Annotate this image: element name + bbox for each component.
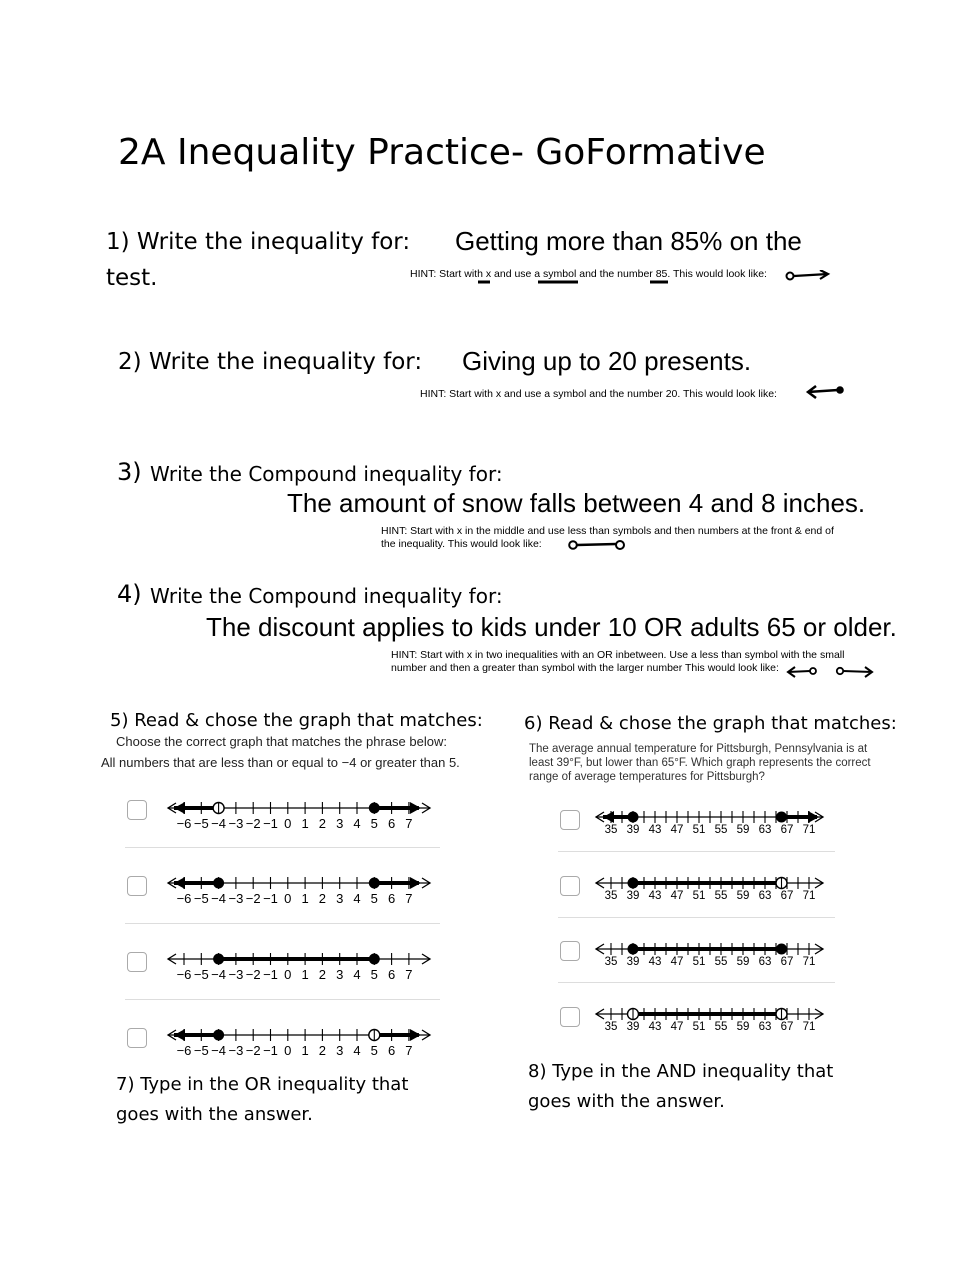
q3-example-open-segment-icon (562, 535, 632, 555)
divider (125, 923, 440, 924)
tick-label: 39 (626, 956, 640, 968)
tick-label: −6 (176, 967, 192, 982)
tick-label: 43 (648, 890, 662, 902)
tick-label: 2 (318, 967, 327, 982)
closed-dot (369, 803, 380, 814)
tick-label: 55 (714, 956, 728, 968)
tick-label: 6 (387, 816, 396, 831)
q1-label: 1) Write the inequality for: (106, 229, 411, 255)
tick-label: −3 (228, 1043, 244, 1058)
tick-label: 7 (405, 1043, 413, 1058)
q8-line1: 8) Type in the AND inequality that (528, 1061, 834, 1082)
tick-label: 55 (714, 890, 728, 902)
q1-hint-underlines (470, 270, 840, 290)
tick-label: 4 (353, 891, 361, 906)
tick-label: −2 (245, 816, 261, 831)
tick-label: 2 (318, 816, 327, 831)
tick-label: 6 (387, 1043, 396, 1058)
tick-label: −5 (193, 891, 209, 906)
tick-label: −3 (228, 816, 244, 831)
tick-label: 71 (802, 890, 816, 902)
tick-label: −5 (193, 1043, 209, 1058)
q7-line1: 7) Type in the OR inequality that (116, 1074, 409, 1095)
q6-option-d-graph (592, 1003, 827, 1037)
tick-label: 5 (370, 891, 378, 906)
tick-label: 43 (648, 1021, 662, 1033)
tick-label: 0 (284, 816, 292, 831)
closed-dot (213, 1030, 224, 1041)
tick-label: −1 (263, 967, 278, 982)
tick-label: 4 (353, 1043, 361, 1058)
tick-label: 55 (714, 1021, 728, 1033)
tick-label: 51 (692, 956, 706, 968)
tick-label: 35 (604, 824, 618, 836)
tick-label: 0 (284, 891, 292, 906)
tick-label: 47 (670, 890, 684, 902)
tick-label: 0 (284, 967, 292, 982)
tick-label: 47 (670, 824, 684, 836)
tick-label: 59 (736, 890, 750, 902)
tick-label: 63 (758, 824, 772, 836)
tick-label: 6 (387, 891, 396, 906)
tick-label: 59 (736, 824, 750, 836)
q3-number: 3) (117, 458, 142, 486)
page-title: 2A Inequality Practice- GoFormative (118, 132, 766, 173)
tick-label: 51 (692, 824, 706, 836)
tick-label: 51 (692, 890, 706, 902)
tick-label: 6 (387, 967, 396, 982)
tick-label: 39 (626, 1021, 640, 1033)
tick-label: 1 (301, 1043, 309, 1058)
tick-label: −6 (176, 816, 192, 831)
q5-instruction: Choose the correct graph that matches the phrase below: (116, 734, 447, 749)
tick-label: 3 (336, 1043, 344, 1058)
tick-label: 63 (758, 956, 772, 968)
q4-hint-line1: HINT: Start with x in two inequalities with an OR inbetween. Use a less than symbol with the small (391, 649, 845, 661)
tick-label: 59 (736, 956, 750, 968)
tick-label: 1 (301, 891, 309, 906)
tick-label: 3 (336, 891, 344, 906)
tick-label: 0 (284, 1043, 292, 1058)
solution-right-arrowhead-icon (410, 802, 421, 814)
closed-dot (213, 878, 224, 889)
q5-phrase: All numbers that are less than or equal to −4 or greater than 5. (101, 755, 460, 770)
q3-hint-line2: the inequality. This would look like: (381, 538, 542, 550)
tick-label: 71 (802, 956, 816, 968)
tick-label: 7 (405, 816, 413, 831)
closed-dot (776, 944, 787, 955)
tick-label: −4 (211, 891, 227, 906)
closed-dot (776, 812, 787, 823)
tick-label: 51 (692, 1021, 706, 1033)
tick-label: −4 (211, 1043, 227, 1058)
q5-label: 5) Read & chose the graph that matches: (110, 710, 483, 731)
tick-label: −2 (245, 891, 261, 906)
tick-label: 43 (648, 824, 662, 836)
tick-label: 3 (336, 967, 344, 982)
tick-label: 67 (780, 956, 794, 968)
divider (558, 917, 835, 918)
tick-label: −3 (228, 967, 244, 982)
solution-right-arrowhead-icon (410, 877, 421, 889)
divider (558, 851, 835, 852)
tick-label: 71 (802, 1021, 816, 1033)
q3-prompt: The amount of snow falls between 4 and 8 inches. (287, 488, 866, 518)
closed-dot (369, 954, 380, 965)
q6-option-c-checkbox[interactable] (560, 941, 580, 961)
q3-label: Write the Compound inequality for: (150, 462, 503, 486)
q5-option-a-graph (164, 796, 434, 836)
tick-label: 5 (370, 967, 378, 982)
tick-label: −4 (211, 967, 227, 982)
q6-option-a-checkbox[interactable] (560, 810, 580, 830)
q6-label: 6) Read & chose the graph that matches: (524, 713, 897, 734)
tick-label: 5 (370, 1043, 378, 1058)
q6-option-d-checkbox[interactable] (560, 1007, 580, 1027)
tick-label: −3 (228, 891, 244, 906)
q1-prompt: Getting more than 85% on the (455, 226, 802, 256)
q4-hint-line2: number and then a greater than symbol with the larger number This would look like: (391, 662, 779, 674)
tick-label: 7 (405, 891, 413, 906)
tick-label: 55 (714, 824, 728, 836)
tick-label: 5 (370, 816, 378, 831)
q6-question-line3: range of average temperatures for Pittsburgh? (529, 771, 765, 783)
q1-example-open-right-arrow-icon (787, 270, 829, 280)
q2-prompt: Giving up to 20 presents. (462, 346, 752, 376)
q5-option-a-checkbox[interactable] (127, 800, 147, 820)
closed-dot (628, 812, 639, 823)
tick-label: 1 (301, 967, 309, 982)
q4-label: Write the Compound inequality for: (150, 584, 503, 608)
tick-label: 3 (336, 816, 344, 831)
q5-option-c-checkbox[interactable] (127, 952, 147, 972)
q4-prompt: The discount applies to kids under 10 OR adults 65 or older. (206, 612, 897, 642)
tick-label: 35 (604, 1021, 618, 1033)
tick-label: 35 (604, 890, 618, 902)
tick-label: 2 (318, 1043, 327, 1058)
q2-example-closed-left-arrow-icon (800, 380, 850, 404)
tick-label: 2 (318, 891, 327, 906)
tick-label: 47 (670, 1021, 684, 1033)
solution-right-arrowhead-icon (410, 1029, 421, 1041)
q6-option-c-graph (592, 938, 827, 972)
q4-example-or-arrows-icon (782, 660, 882, 682)
tick-label: −6 (176, 891, 192, 906)
tick-label: 67 (780, 1021, 794, 1033)
q6-question-line2: least 39°F, but lower than 65°F. Which graph represents the correct (529, 757, 871, 769)
tick-label: 1 (301, 816, 309, 831)
q5-option-b-graph (164, 871, 434, 911)
divider (125, 847, 440, 848)
tick-label: 4 (353, 816, 361, 831)
tick-label: −4 (211, 816, 227, 831)
q5-option-b-checkbox[interactable] (127, 876, 147, 896)
tick-label: 63 (758, 890, 772, 902)
tick-label: 4 (353, 967, 361, 982)
tick-label: 67 (780, 890, 794, 902)
q8-line2: goes with the answer. (528, 1091, 725, 1112)
closed-dot (213, 954, 224, 965)
closed-dot (628, 944, 639, 955)
tick-label: 39 (626, 824, 640, 836)
tick-label: 67 (780, 824, 794, 836)
tick-label: −5 (193, 816, 209, 831)
tick-label: −1 (263, 1043, 278, 1058)
tick-label: 71 (802, 824, 816, 836)
tick-label: 39 (626, 890, 640, 902)
divider (125, 999, 440, 1000)
tick-label: −6 (176, 1043, 192, 1058)
q6-question-line1: The average annual temperature for Pittsburgh, Pennsylvania is at (529, 743, 868, 755)
q6-option-b-graph (592, 872, 827, 906)
tick-label: −2 (245, 1043, 261, 1058)
tick-label: 43 (648, 956, 662, 968)
q5-option-d-checkbox[interactable] (127, 1028, 147, 1048)
q2-label: 2) Write the inequality for: (118, 349, 423, 375)
tick-label: 63 (758, 1021, 772, 1033)
q2-hint: HINT: Start with x and use a symbol and the number 20. This would look like: (420, 388, 777, 400)
tick-label: −1 (263, 891, 278, 906)
tick-label: 59 (736, 1021, 750, 1033)
tick-label: 35 (604, 956, 618, 968)
q7-line2: goes with the answer. (116, 1104, 313, 1125)
tick-label: −1 (263, 816, 278, 831)
q5-option-d-graph (164, 1023, 434, 1063)
q6-option-b-checkbox[interactable] (560, 876, 580, 896)
q6-option-a-graph (592, 806, 827, 840)
q5-option-c-graph (164, 947, 434, 987)
q1-prompt-continued: test. (106, 265, 158, 291)
q4-number: 4) (117, 580, 142, 608)
tick-label: −2 (245, 967, 261, 982)
closed-dot (369, 878, 380, 889)
divider (558, 982, 835, 983)
q3-hint-line1: HINT: Start with x in the middle and use less than symbols and then numbers at the front & end of (381, 525, 834, 537)
q1-hint: HINT: Start with x and use a symbol and the number 85. This would look like: (410, 268, 767, 280)
closed-dot (628, 878, 639, 889)
solution-left-arrowhead-icon (603, 811, 614, 823)
tick-label: 47 (670, 956, 684, 968)
tick-label: 7 (405, 967, 413, 982)
tick-label: −5 (193, 967, 209, 982)
